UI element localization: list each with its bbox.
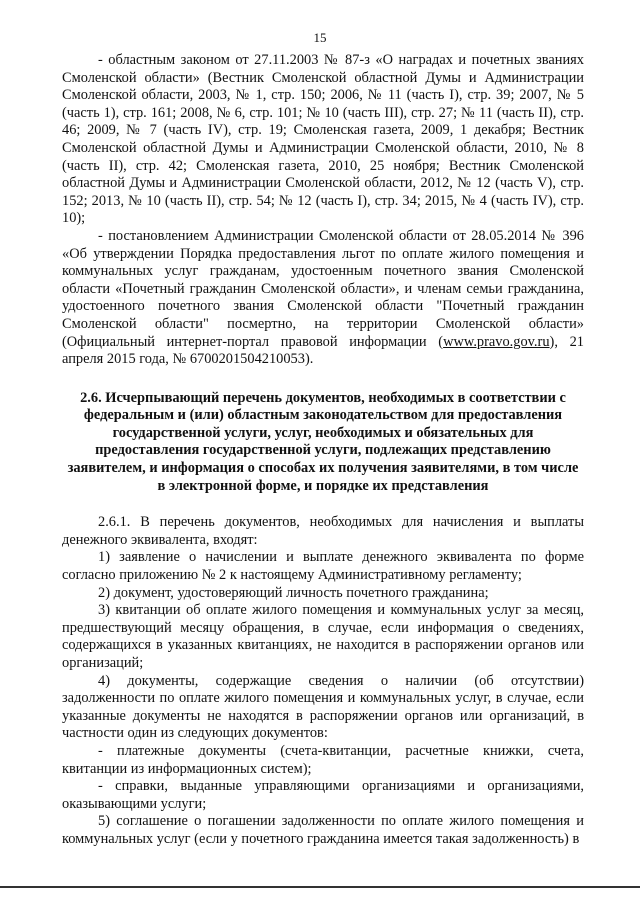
- decree-tail: ), 21 апреля 2015 года, № 6700201504210053).: [62, 333, 584, 368]
- list-item-5: 5) соглашение о погашении задолженности по оплате жилого помещения и коммунальных услуг (если у почетного гражданина имеется такая задолженность) в: [62, 813, 584, 847]
- bottom-scan-edge: [0, 886, 640, 888]
- law-reference-paragraph: - областным законом от 27.11.2003 № 87-з «О наградах и почетных званиях Смоленской области» (Вестник Смоленской областной Думы и Администрации Смоленской области, 2003, № 1, стр. 150; 2006, № 11 (часть I), стр. 39; 2007, № 5 (часть 1), стр. 161; 2008, № 6, стр. 101; № 10 (часть III), стр. 27; № 11 (часть II), стр. 46; 2009, № 7 (часть IV), стр. 19; Смоленская газета, 2009, 1 декабря; Вестник Смоленской областной Думы и Администрации Смоленской области, 2010, № 8 (часть II), стр. 42; Смоленская газета, 2010, 25 ноября; Вестник Смоленской областной Думы и Администрации Смоленской области, 2012, № 12 (часть V), стр. 152; 2013, № 10 (часть II), стр. 54; № 12 (часть I), стр. 34; 2015, № 4 (часть IV), стр. 10);: [62, 52, 584, 227]
- list-item-3: 3) квитанции об оплате жилого помещения и коммунальных услуг за месяц, предшествующий месяцу обращения, в случае, если информация о сведениях, содержащихся в указанных квитанциях, не находится в распоряжении органов или организаций;: [62, 602, 584, 671]
- decree-reference-paragraph: [62, 228, 584, 369]
- list-subitem-payment-docs: - платежные документы (счета-квитанции, расчетные книжки, счета, квитанции из информационных систем);: [62, 742, 584, 777]
- list-item-4: 4) документы, содержащие сведения о наличии (об отсутствии) задолженности по оплате жилого помещения и коммунальных услуг, в случае, если указанные документы не находятся в распоряжении органов или организаций, в частности один из следующих документов:: [62, 672, 584, 742]
- list-intro-2-6-1: 2.6.1. В перечень документов, необходимых для начисления и выплаты денежного эквивалента, входят:: [62, 514, 584, 548]
- list-subitem-certificates: - справки, выданные управляющими организациями и организациями, оказывающими услуги;: [62, 778, 584, 812]
- list-item-2: 2) документ, удостоверяющий личность почетного гражданина;: [98, 584, 489, 601]
- page-number: 15: [313, 30, 327, 45]
- section-heading-2-6: 2.6. Исчерпывающий перечень документов, необходимых в соответствии с федеральным и (или) областным законодательством для предоставления государственной услуги, услуг, необходимых и обязательных для предоставления государственной услуги, подлежащих представлению заявителем, и информация о способах их получения заявителями, в том числе в электронной форме, и порядке их представления: [67, 389, 579, 494]
- decree-text: - постановлением Администрации Смоленской области от 28.05.2014 № 396 «Об утверждении Порядка предоставления льгот по оплате жилого помещения и коммунальных услуг гражданам, удостоенным почетного звания Смоленской области «Почетный гражданин Смоленской области», и членам семьи гражданина, удостоенного почетного звания Смоленской области "Почетный гражданин Смоленской области" посмертно, на территории Смоленской области» (Официальный интернет-портал правовой информации (: [62, 227, 584, 350]
- document-body: [62, 52, 584, 849]
- pravo-gov-link[interactable]: www.pravo.gov.ru: [443, 333, 550, 350]
- list-item-1: 1) заявление о начислении и выплате денежного эквивалента по форме согласно приложению № 2 к настоящему Административному регламенту;: [62, 549, 584, 584]
